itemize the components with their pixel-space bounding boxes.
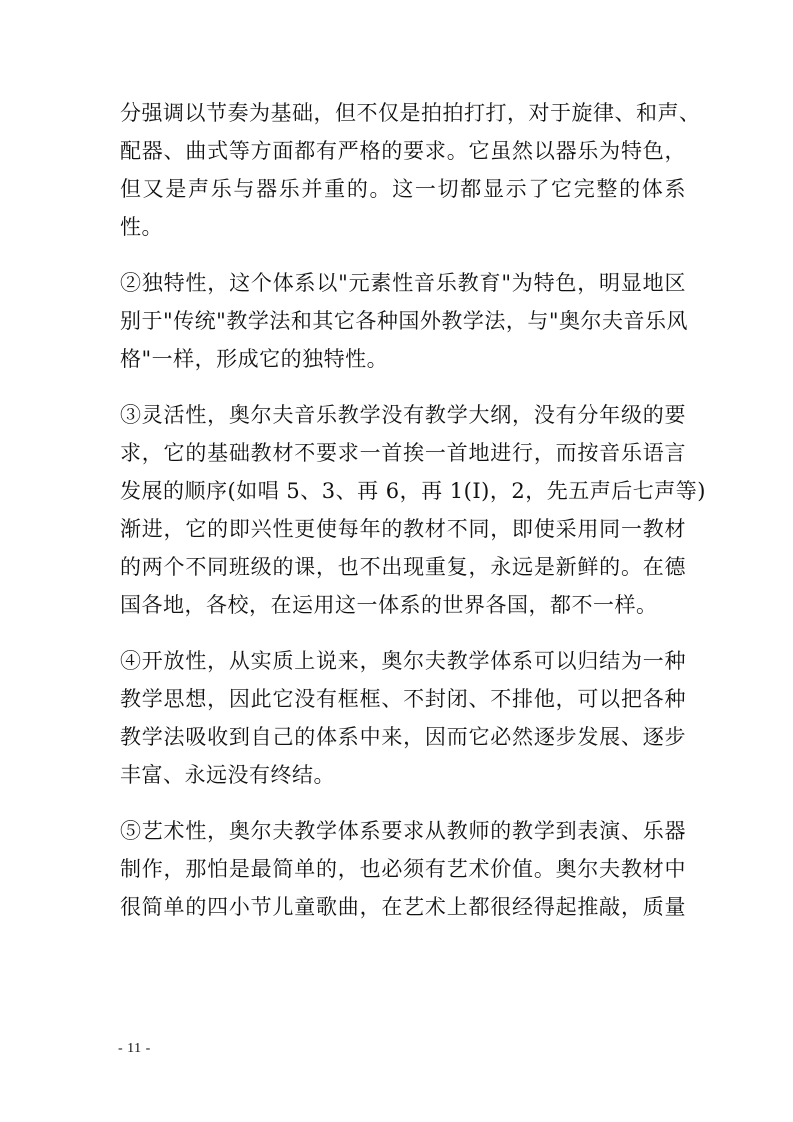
- text-line: 教学法吸收到自己的体系中来，因而它必然逐步发展、逐步: [120, 725, 686, 749]
- text-line: 渐进，它的即兴性更使每年的教材不同，即使采用同一教材: [120, 517, 686, 541]
- text-line: ②独特性，这个体系以"元素性音乐教育"为特色，明显地区: [120, 271, 686, 295]
- text-line: 配器、曲式等方面都有严格的要求。它虽然以器乐为特色，: [120, 139, 686, 163]
- paragraph-uniqueness: [120, 264, 686, 378]
- text-line: 发展的顺序(如唱 5、3、再 6，再 1(I)，2，先五声后七声等): [120, 479, 706, 503]
- text-line: 分强调以节奏为基础，但不仅是拍拍打打，对于旋律、和声、: [120, 101, 701, 125]
- paragraph-flexibility: [120, 396, 706, 624]
- text-line: 国各地，各校，在运用这一体系的世界各国，都不一样。: [120, 593, 658, 617]
- paragraph-artistry: [120, 812, 686, 926]
- text-line: ③灵活性，奥尔夫音乐教学没有教学大纲，没有分年级的要: [120, 403, 686, 427]
- text-line: 性。: [120, 215, 163, 239]
- text-line: 的两个不同班级的课，也不出现重复，永远是新鲜的。在德: [120, 555, 686, 579]
- page-number: - 11 -: [118, 1041, 151, 1056]
- paragraph-openness: [120, 642, 686, 794]
- text-line: ④开放性，从实质上说来，奥尔夫教学体系可以归结为一种: [120, 649, 686, 673]
- text-line: 格"一样，形成它的独特性。: [120, 347, 389, 371]
- text-line: 很简单的四小节儿童歌曲，在艺术上都很经得起推敲，质量: [120, 895, 686, 919]
- text-line: 丰富、永远没有终结。: [120, 763, 335, 787]
- text-line: 制作，那怕是最简单的，也必须有艺术价值。奥尔夫教材中: [120, 857, 686, 881]
- paragraph-system-continuation: [120, 94, 701, 246]
- body-text: [120, 94, 706, 944]
- text-line: 求，它的基础教材不要求一首挨一首地进行，而按音乐语言: [120, 441, 686, 465]
- text-line: ⑤艺术性，奥尔夫教学体系要求从教师的教学到表演、乐器: [120, 819, 686, 843]
- text-line: 教学思想，因此它没有框框、不封闭、不排他，可以把各种: [120, 687, 686, 711]
- text-line: 但又是声乐与器乐并重的。这一切都显示了它完整的体系: [120, 177, 686, 201]
- text-line: 别于"传统"教学法和其它各种国外教学法，与"奥尔夫音乐风: [120, 309, 688, 333]
